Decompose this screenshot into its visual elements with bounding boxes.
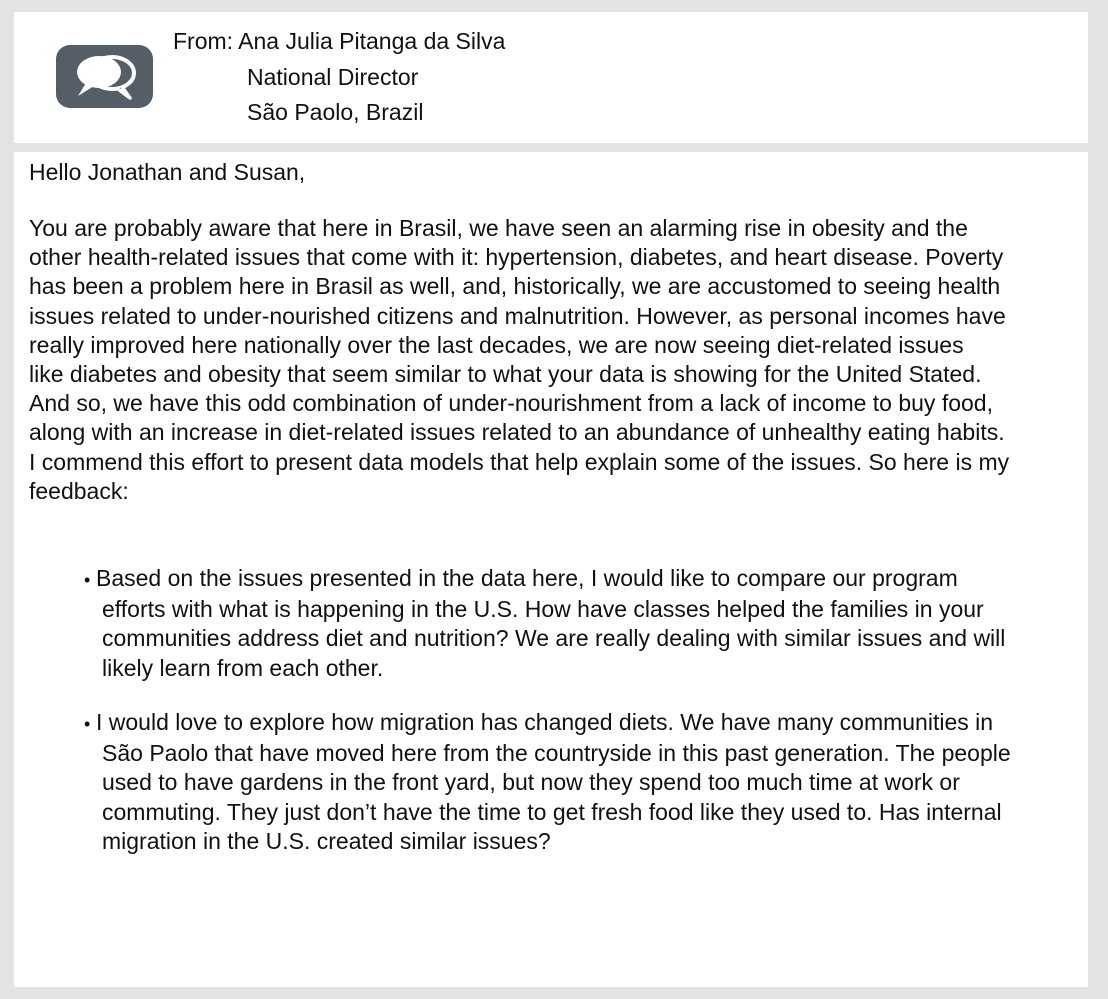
bullet-line: communities address diet and nutrition? We are really dealing with similar issues and will bbox=[102, 625, 1006, 652]
sender-location: São Paolo, Brazil bbox=[247, 99, 424, 125]
bullet-line: São Paolo that have moved here from the countryside in this past generation. The people bbox=[102, 740, 1011, 767]
bullet-line: commuting. They just don’t have the time to get fresh food like they used to. Has internal bbox=[102, 798, 1002, 825]
bullet-line: used to have gardens in the front yard, but now they spend too much time at work or bbox=[102, 769, 960, 796]
sender-header bbox=[14, 12, 1088, 143]
sender-title: National Director bbox=[247, 64, 419, 90]
greeting: Hello Jonathan and Susan, bbox=[29, 159, 306, 185]
bullet-item bbox=[84, 708, 1064, 856]
bullet-line: efforts with what is happening in the U.S. How have classes helped the families in your bbox=[102, 596, 984, 623]
bullet-line: migration in the U.S. created similar issues? bbox=[102, 827, 551, 854]
chat-bubbles-icon bbox=[56, 45, 153, 108]
bullet-dot-icon: • bbox=[84, 714, 91, 734]
paragraph-line: like diabetes and obesity that seem similar to what your data is showing for the United Stated. bbox=[29, 361, 982, 388]
paragraph-line: issues related to under-nourished citizens and malnutrition. However, as personal incomes have bbox=[29, 302, 1006, 329]
paragraph-line: You are probably aware that here in Brasil, we have seen an alarming rise in obesity and the bbox=[29, 215, 968, 241]
bullet-text: I would love to explore how migration has changed diets. We have many communities in bbox=[96, 709, 994, 735]
bullet-line bbox=[84, 708, 1064, 739]
message-paragraph bbox=[29, 214, 1079, 506]
paragraph-line: along with an increase in diet-related issues related to an abundance of unhealthy eating habits. bbox=[29, 419, 1005, 446]
paragraph-line: has been a problem here in Brasil as well, and, historically, we are accustomed to seeing health bbox=[29, 273, 1001, 300]
paragraph-line: feedback: bbox=[29, 477, 129, 504]
from-line: From: Ana Julia Pitanga da Silva bbox=[173, 28, 506, 54]
paragraph-line: really improved here nationally over the last decades, we are now seeing diet-related issues bbox=[29, 331, 964, 358]
bullet-text: Based on the issues presented in the data here, I would like to compare our program bbox=[96, 565, 958, 591]
bullet-item bbox=[84, 564, 1064, 683]
message-body bbox=[14, 152, 1088, 987]
bullet-line: likely learn from each other. bbox=[102, 654, 384, 681]
bullet-line bbox=[84, 564, 1064, 595]
paragraph-line: I commend this effort to present data models that help explain some of the issues. So here is my bbox=[29, 448, 1010, 475]
bullet-dot-icon: • bbox=[84, 570, 91, 590]
paragraph-line: other health-related issues that come with it: hypertension, diabetes, and heart disease. Poverty bbox=[29, 244, 1004, 271]
paragraph-line: And so, we have this odd combination of under-nourishment from a lack of income to buy food, bbox=[29, 390, 993, 417]
